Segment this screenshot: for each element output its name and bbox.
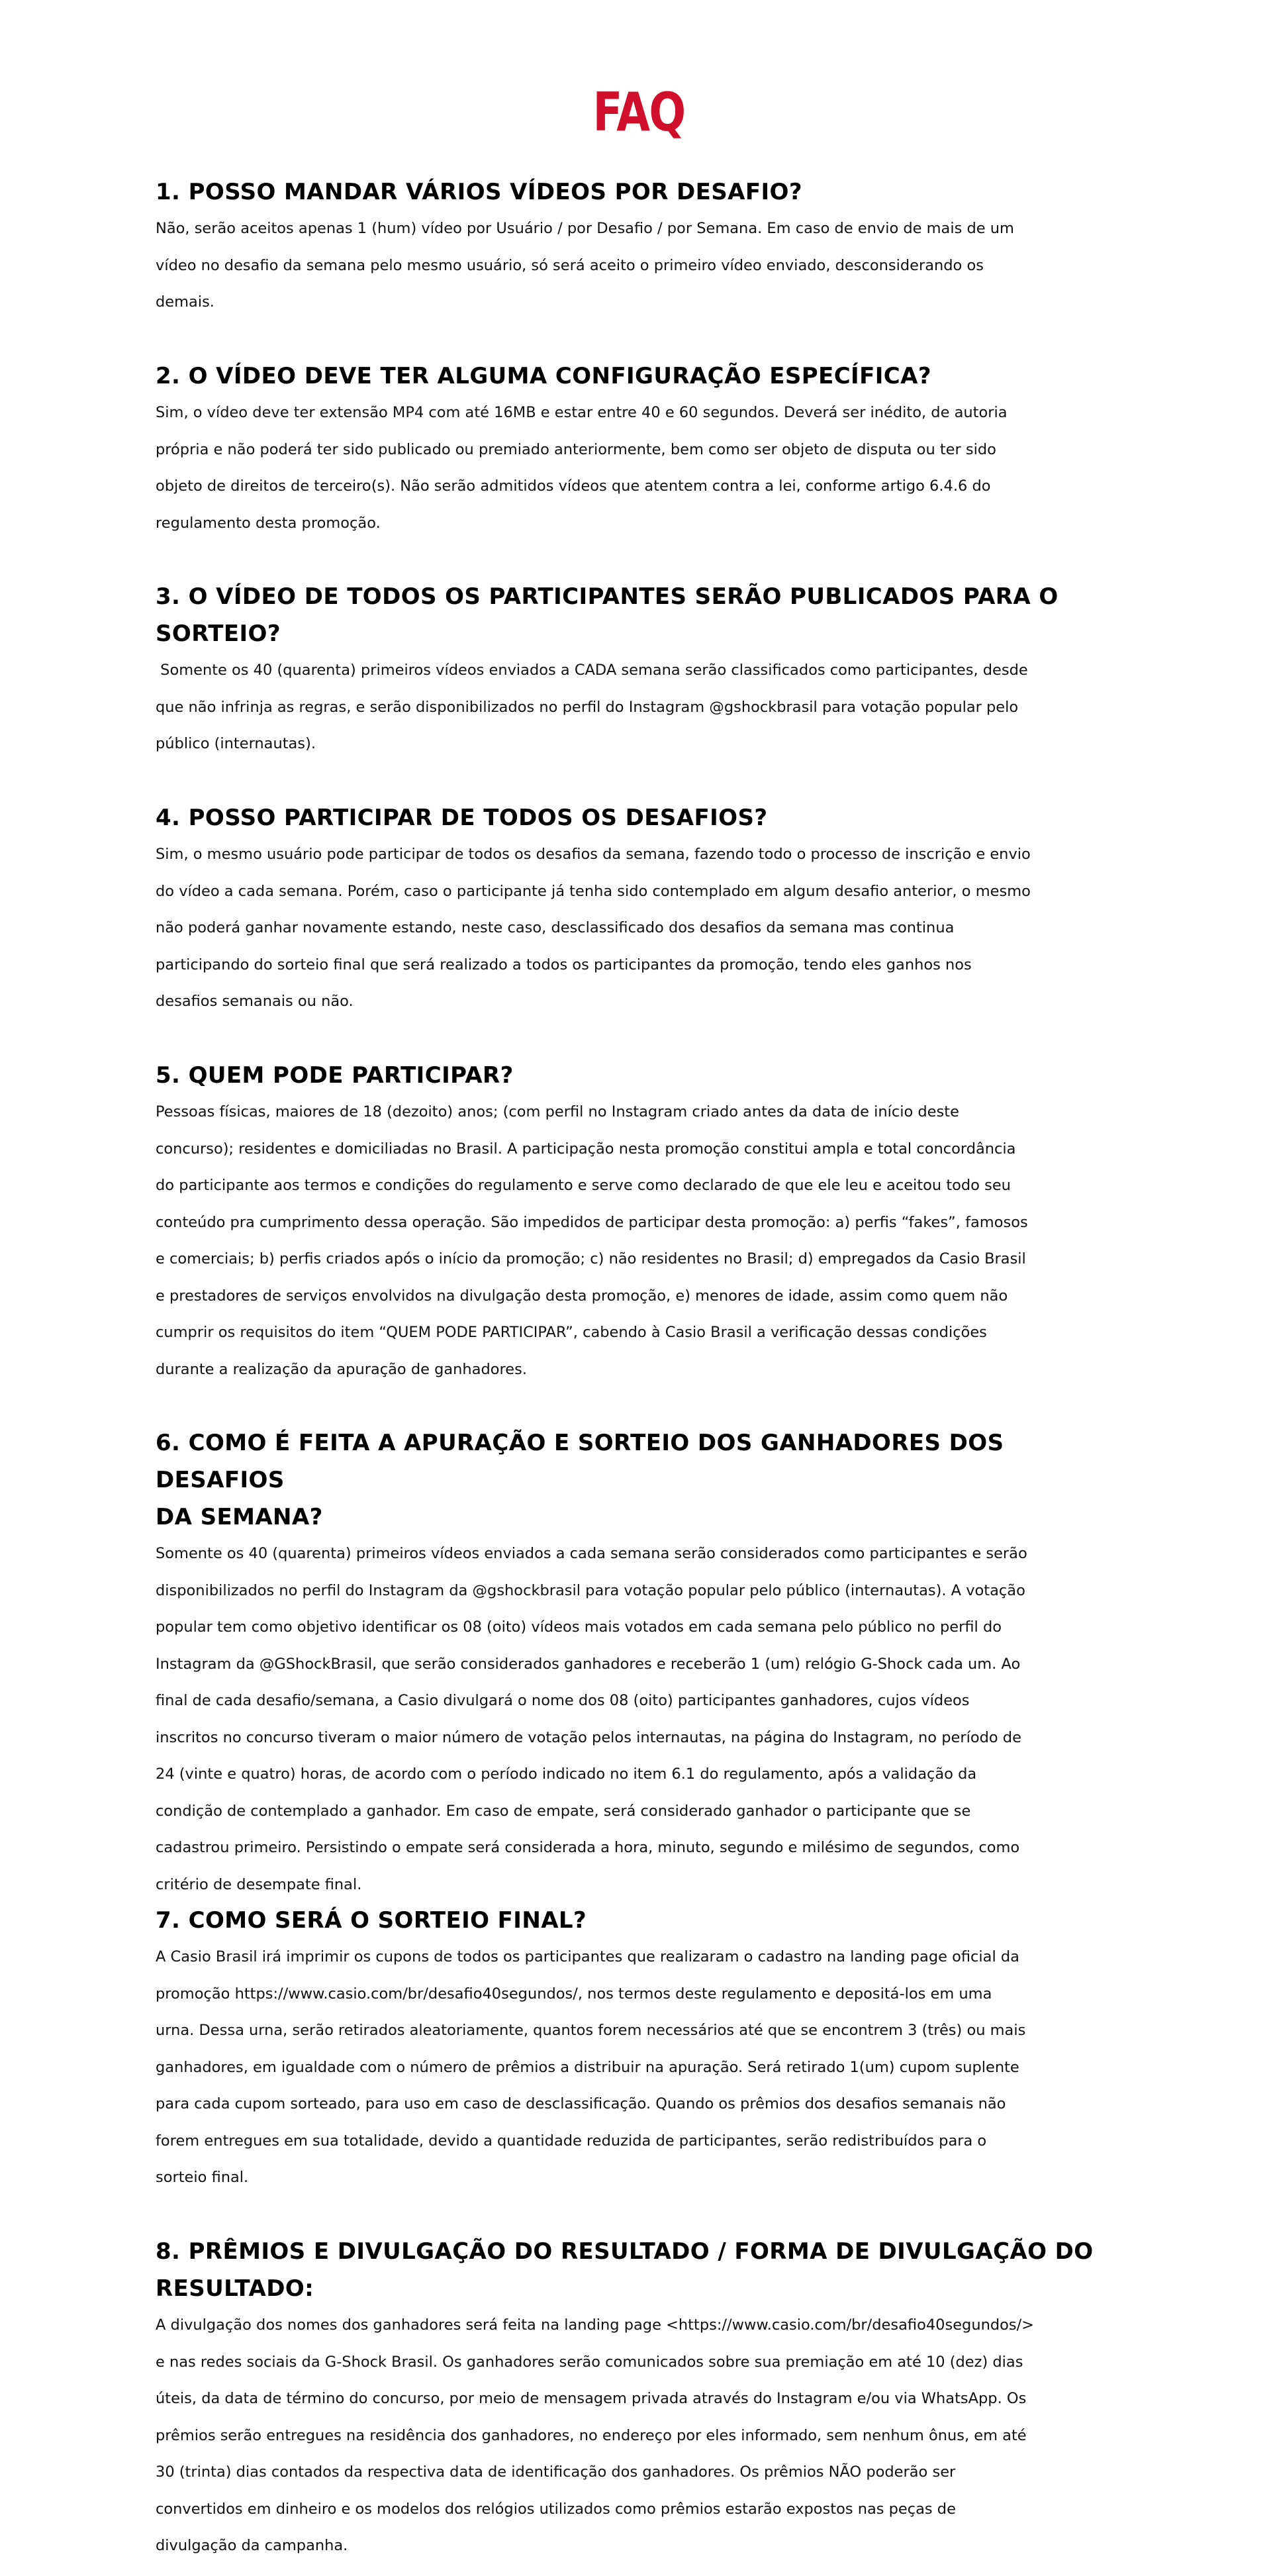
answer-line: e comerciais; b) perfis criados após o início da promoção; c) não residentes no Brasil; d) empregados da Casio Brasil	[156, 1250, 1026, 1267]
faq-question-heading: 1. POSSO MANDAR VÁRIOS VÍDEOS POR DESAFIO?	[156, 179, 802, 205]
answer-line: cadastrou primeiro. Persistindo o empate será considerada a hora, minuto, segundo e milésimo de segundos, como	[156, 1839, 1020, 1856]
answer-line: 30 (trinta) dias contados da respectiva data de identificação dos ganhadores. Os prêmios NÃO poderão ser	[156, 2463, 956, 2481]
answer-line: participando do sorteio final que será realizado a todos os participantes da promoção, tendo eles ganhos nos	[156, 956, 972, 973]
answer-line: ganhadores, em igualdade com o número de prêmios a distribuir na apuração. Será retirado 1(um) cupom suplente	[156, 2058, 1019, 2076]
answer-line: Somente os 40 (quarenta) primeiros vídeos enviados a cada semana serão considerados como participantes e serão	[156, 1545, 1027, 1562]
answer-line: conteúdo pra cumprimento dessa operação. São impedidos de participar desta promoção: a) perfis “fakes”, famosos	[156, 1213, 1028, 1231]
faq-answer	[156, 1939, 1122, 2197]
faq-item-3	[156, 578, 1122, 763]
answer-line: própria e não poderá ter sido publicado ou premiado anteriormente, bem como ser objeto de disputa ou ter sido	[156, 440, 996, 458]
answer-line: final de cada desafio/semana, a Casio divulgará o nome dos 08 (oito) participantes ganhadores, cujos vídeos	[156, 1692, 970, 1709]
answer-line: forem entregues em sua totalidade, devido a quantidade reduzida de participantes, serão redistribuídos para o	[156, 2132, 987, 2150]
faq-question-heading: 6. COMO É FEITA A APURAÇÃO E SORTEIO DOS GANHADORES DOS DESAFIOS DA SEMANA?	[156, 1430, 1004, 1530]
answer-line: urna. Dessa urna, serão retirados aleatoriamente, quantos forem necessários até que se encontrem 3 (três) ou mais	[156, 2022, 1026, 2039]
faq-question-heading: 2. O VÍDEO DEVE TER ALGUMA CONFIGURAÇÃO ESPECÍFICA?	[156, 363, 931, 389]
answer-line: condição de contemplado a ganhador. Em caso de empate, será considerado ganhador o participante que se	[156, 1802, 971, 1820]
answer-line: vídeo no desafio da semana pelo mesmo usuário, só será aceito o primeiro vídeo enviado, desconsiderando os	[156, 256, 984, 274]
answer-line: popular tem como objetivo identificar os 08 (oito) vídeos mais votados em cada semana pelo público no perfil do	[156, 1618, 1002, 1636]
answer-line: convertidos em dinheiro e os modelos dos relógios utilizados como prêmios estarão expostos nas peças de	[156, 2500, 956, 2518]
answer-line: desafios semanais ou não.	[156, 993, 353, 1010]
faq-item-1	[156, 173, 1122, 321]
answer-line: A divulgação dos nomes dos ganhadores será feita na landing page <https://www.casio.com/br/desafio40segundos/>	[156, 2316, 1035, 2334]
answer-line: divulgação da campanha.	[156, 2537, 348, 2554]
faq-question-heading: 3. O VÍDEO DE TODOS OS PARTICIPANTES SERÃO PUBLICADOS PARA O SORTEIO?	[156, 583, 1059, 647]
answer-line: Instagram da @GShockBrasil, que serão considerados ganhadores e receberão 1 (um) relógio G-Shock cada um. Ao	[156, 1655, 1021, 1673]
answer-line: para cada cupom sorteado, para uso em caso de desclassificação. Quando os prêmios dos desafios semanais não	[156, 2095, 1006, 2112]
faq-question-heading: 7. COMO SERÁ O SORTEIO FINAL?	[156, 1907, 587, 1934]
faq-question-heading: 4. POSSO PARTICIPAR DE TODOS OS DESAFIOS?	[156, 805, 768, 831]
answer-line: e nas redes sociais da G-Shock Brasil. Os ganhadores serão comunicados sobre sua premiação em até 10 (dez) dias	[156, 2353, 1023, 2371]
faq-answer	[156, 2307, 1122, 2565]
faq-answer	[156, 836, 1122, 1020]
answer-line: cumprir os requisitos do item “QUEM PODE PARTICIPAR”, cabendo à Casio Brasil a verificação dessas condições	[156, 1324, 987, 1341]
faq-answer	[156, 1094, 1122, 1388]
answer-line: 24 (vinte e quatro) horas, de acordo com o período indicado no item 6.1 do regulamento, após a validação da	[156, 1765, 977, 1783]
answer-line: Somente os 40 (quarenta) primeiros vídeos enviados a CADA semana serão classificados como participantes, desde	[156, 662, 1028, 679]
faq-item-8	[156, 2233, 1122, 2565]
page-title: FAQ	[592, 81, 685, 143]
answer-line: Sim, o vídeo deve ter extensão MP4 com até 16MB e estar entre 40 e 60 segundos. Deverá ser inédito, de autoria	[156, 404, 1008, 421]
faq-answer	[156, 395, 1122, 542]
faq-item-4	[156, 799, 1122, 1020]
answer-line: sorteio final.	[156, 2169, 249, 2186]
answer-line: inscritos no concurso tiveram o maior número de votação pelos internautas, na página do Instagram, no período de	[156, 1728, 1021, 1746]
answer-line: que não infrinja as regras, e serão disponibilizados no perfil do Instagram @gshockbrasil para votação popular pelo	[156, 698, 1019, 716]
answer-line: úteis, da data de término do concurso, por meio de mensagem privada através do Instagram e/ou via WhatsApp. Os	[156, 2390, 1027, 2407]
faq-question-heading: 5. QUEM PODE PARTICIPAR?	[156, 1062, 514, 1089]
answer-line: prêmios serão entregues na residência dos ganhadores, no endereço por eles informado, sem nenhum ônus, em até	[156, 2426, 1027, 2444]
answer-line: durante a realização da apuração de ganhadores.	[156, 1360, 528, 1378]
answer-line: não poderá ganhar novamente estando, neste caso, desclassificado dos desafios da semana mas continua	[156, 919, 955, 936]
faq-answer	[156, 211, 1122, 321]
faq-answer	[156, 1536, 1122, 1903]
answer-line: demais.	[156, 293, 214, 311]
faq-item-6	[156, 1424, 1122, 1903]
answer-line: do vídeo a cada semana. Porém, caso o participante já tenha sido contemplado em algum desafio anterior, o mesmo	[156, 882, 1031, 900]
answer-line: Pessoas físicas, maiores de 18 (dezoito) anos; (com perfil no Instagram criado antes da data de início deste	[156, 1103, 959, 1120]
faq-question-heading: 8. PRÊMIOS E DIVULGAÇÃO DO RESULTADO / FORMA DE DIVULGAÇÃO DO RESULTADO:	[156, 2238, 1094, 2302]
answer-line: promoção https://www.casio.com/br/desafio40segundos/, nos termos deste regulamento e depositá-los em uma	[156, 1985, 992, 2003]
faq-item-5	[156, 1057, 1122, 1388]
answer-line: regulamento desta promoção.	[156, 514, 381, 532]
answer-line: público (internautas).	[156, 735, 316, 752]
answer-line: concurso); residentes e domiciliadas no Brasil. A participação nesta promoção constitui ampla e total concordância	[156, 1140, 1016, 1158]
answer-line: disponibilizados no perfil do Instagram da @gshockbrasil para votação popular pelo público (internautas). A votação	[156, 1581, 1025, 1599]
answer-line: objeto de direitos de terceiro(s). Não serão admitidos vídeos que atentem contra a lei, conforme artigo 6.4.6 do	[156, 477, 991, 495]
faq-item-7	[156, 1902, 1122, 2197]
answer-line: do participante aos termos e condições do regulamento e serve como declarado de que ele leu e aceitou todo seu	[156, 1177, 1011, 1194]
faq-answer	[156, 652, 1122, 763]
answer-line: Sim, o mesmo usuário pode participar de todos os desafios da semana, fazendo todo o processo de inscrição e envio	[156, 846, 1031, 863]
answer-line: Não, serão aceitos apenas 1 (hum) vídeo por Usuário / por Desafio / por Semana. Em caso de envio de mais de um	[156, 220, 1014, 237]
answer-line: critério de desempate final.	[156, 1875, 362, 1893]
answer-line: A Casio Brasil irá imprimir os cupons de todos os participantes que realizaram o cadastro na landing page oficial da	[156, 1948, 1019, 1965]
answer-line: e prestadores de serviços envolvidos na divulgação desta promoção, e) menores de idade, assim como quem não	[156, 1287, 1008, 1305]
faq-item-2	[156, 358, 1122, 542]
